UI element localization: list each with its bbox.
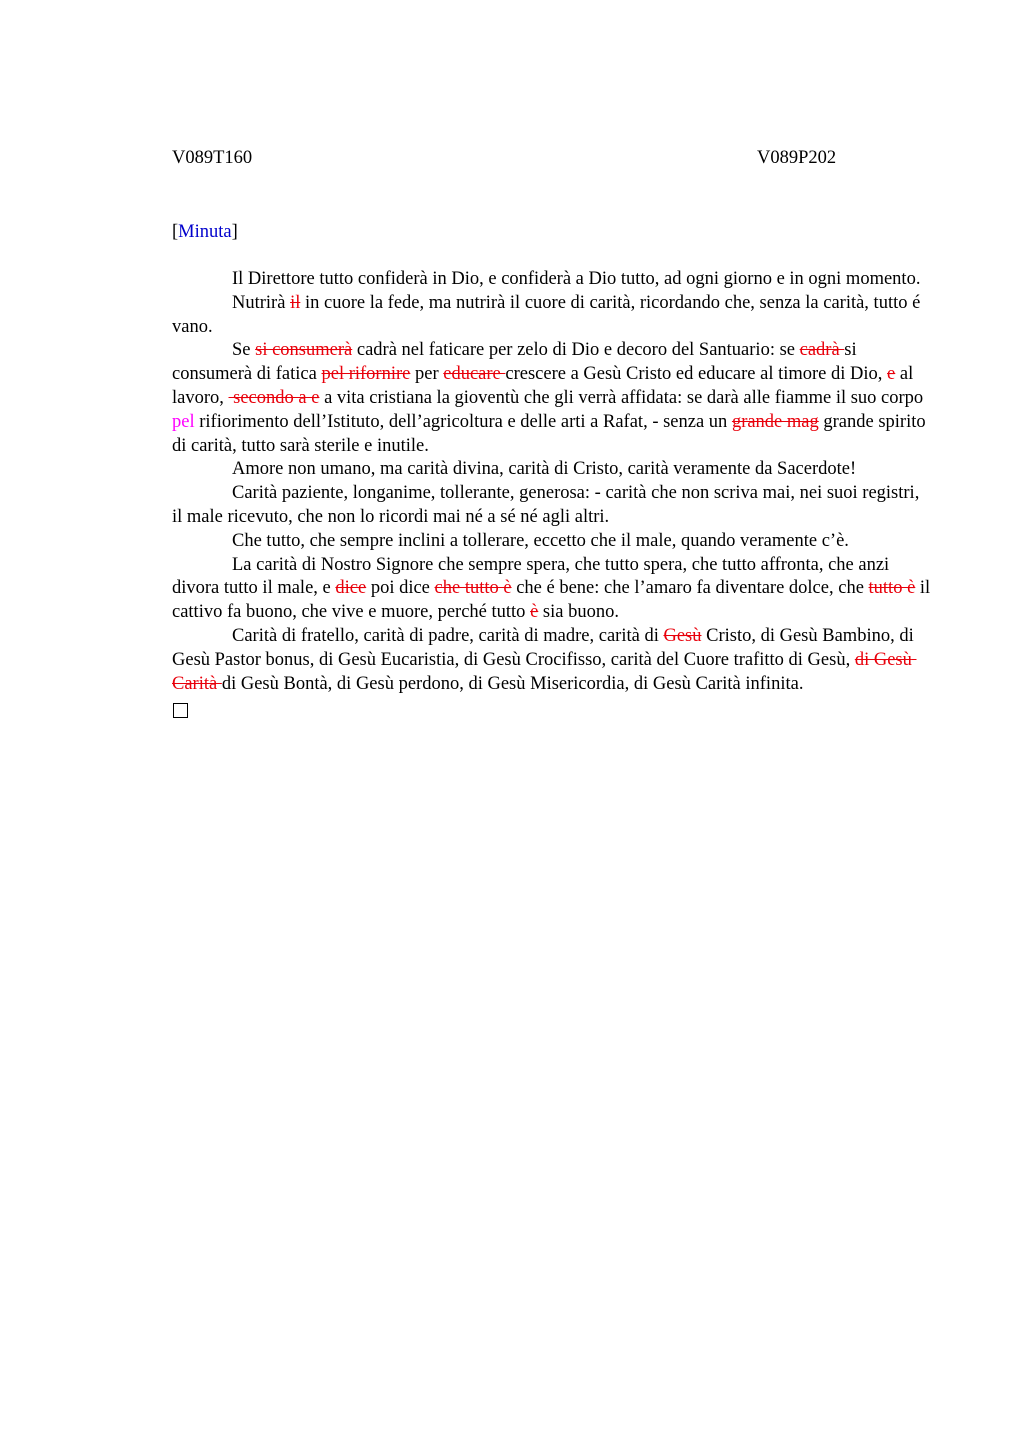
deleted-text: è	[530, 602, 539, 623]
text-segment: che é bene: che l’amaro fa diventare dolce, che	[511, 578, 869, 599]
paragraph	[172, 625, 932, 696]
letter-body	[172, 268, 935, 696]
minuta-tag: Minuta	[178, 222, 232, 242]
text-segment: al lavoro,	[172, 364, 918, 408]
deleted-text: secondo a e	[228, 387, 320, 408]
deleted-text: pel rifornire	[321, 364, 411, 385]
text-segment: Nutrirà	[232, 292, 291, 313]
deleted-text: il	[290, 292, 301, 313]
deleted-text: si consumerà	[255, 340, 353, 361]
text-segment: di Gesù Bontà, di Gesù perdono, di Gesù Misericordia, di Gesù Carità infinita.	[221, 673, 804, 694]
paragraph	[172, 339, 932, 458]
deleted-text: grande mag	[731, 411, 819, 432]
deleted-text: e	[887, 364, 896, 385]
text-segment: sia buono.	[538, 602, 619, 623]
paragraph	[172, 554, 935, 625]
text-segment: La carità di Nostro Signore che sempre spera, che tutto spera, che tutto affronta, che anzi divora tutto il male, e	[172, 554, 894, 599]
text-segment: per	[410, 364, 444, 385]
paragraph	[172, 268, 932, 292]
text-segment: rifiorimento dell’Istituto, dell’agricoltura e delle arti a Rafat, - senza un	[194, 411, 732, 432]
text-segment: Amore non umano, ma carità divina, carità di Cristo, carità veramente da Sacerdote!	[232, 459, 857, 480]
text-segment: crescere a Gesù Cristo ed educare al timore di Dio,	[505, 364, 888, 385]
document-page	[172, 146, 935, 718]
paragraph	[172, 482, 932, 530]
text-segment: Se	[232, 340, 256, 361]
paragraph	[172, 530, 932, 554]
deleted-text: educare	[443, 364, 506, 385]
text-segment: grande spirito di carità, tutto sarà sterile e inutile.	[172, 411, 931, 456]
text-segment: Cristo, di Gesù Bambino, di Gesù Pastor bonus, di Gesù Eucaristia, di Gesù Crocifisso, carità del Cuore trafitto di Gesù,	[172, 625, 919, 670]
minuta-bracket-open: [	[172, 222, 179, 242]
document-code-right: V089P202	[757, 148, 837, 168]
paragraph	[172, 292, 932, 340]
document-code-left: V089T160	[172, 148, 253, 168]
deleted-text: di Gesù Carità	[172, 649, 917, 694]
empty-square-icon	[173, 703, 188, 718]
text-segment: Carità di fratello, carità di padre, carità di madre, carità di	[232, 625, 664, 646]
deleted-text: dice	[335, 578, 367, 599]
deleted-text: tutto è	[868, 578, 916, 599]
text-segment: il cattivo fa buono, che vive e muore, perché tutto	[172, 578, 935, 623]
page-header	[172, 146, 932, 170]
text-segment: cadrà nel faticare per zelo di Dio e decoro del Santuario: se	[352, 340, 800, 361]
text-segment: Che tutto, che sempre inclini a tollerare, eccetto che il male, quando veramente c’è.	[232, 530, 849, 551]
deleted-text: cadrà	[799, 340, 845, 361]
text-segment: Carità paziente, longanime, tollerante, generosa: - carità che non scriva mai, nei suoi registri, il male ricevuto, che non lo ricordi mai né a sé né agli altri.	[172, 483, 924, 527]
paragraph	[172, 458, 932, 482]
text-segment: in cuore la fede, ma nutrirà il cuore di carità, ricordando che, senza la carità, tutto é vano.	[172, 292, 925, 337]
minuta-label	[172, 220, 932, 244]
minuta-bracket-close: ]	[231, 222, 238, 242]
text-segment: a vita cristiana la gioventù che gli verrà affidata: se darà alle fiamme il suo corpo	[319, 387, 928, 408]
text-segment: si consumerà di fatica	[172, 340, 862, 385]
text-segment: Il Direttore tutto confiderà in Dio, e confiderà a Dio tutto, ad ogni giorno e in ogni momento.	[232, 269, 921, 289]
inserted-text: pel	[172, 411, 195, 432]
text-segment: poi dice	[366, 578, 435, 599]
deleted-text: che tutto è	[434, 578, 512, 599]
deleted-text: Gesù	[663, 625, 702, 646]
